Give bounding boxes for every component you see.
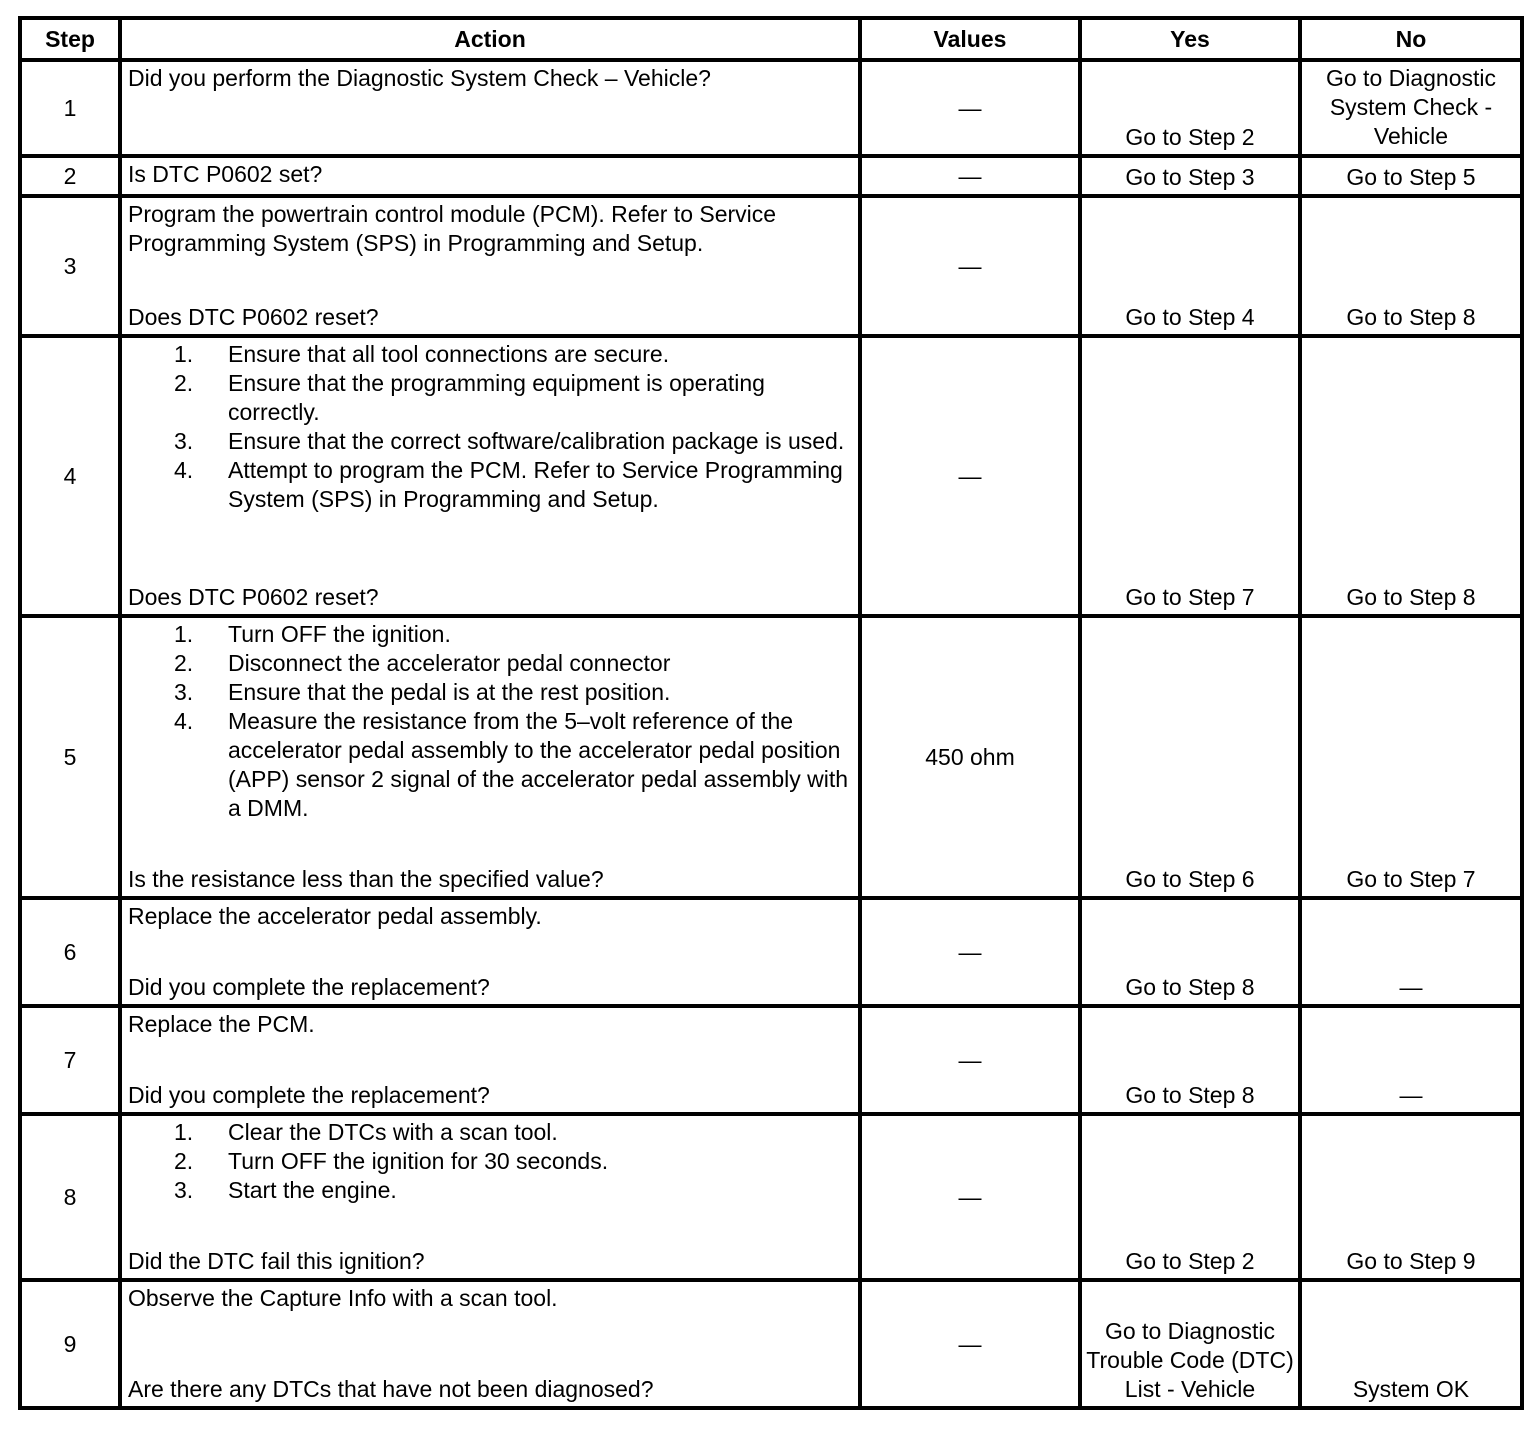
list-item-number: 2. [174,1148,194,1174]
value-cell: — [860,1114,1080,1280]
action-text: Replace the accelerator pedal assembly. [128,903,542,929]
value-cell: — [860,1280,1080,1408]
list-item-text: Ensure that the programming equipment is operating correctly. [228,370,765,425]
diagnostic-table [18,16,1524,1410]
table-row [20,1006,1522,1114]
action-text: Observe the Capture Info with a scan tool. [128,1285,558,1311]
list-item-text: Ensure that the correct software/calibration package is used. [228,428,845,454]
table-row [20,156,1522,196]
action-text: Program the powertrain control module (PCM). Refer to Service Programming System (SPS) in Programming and Setup. [128,201,777,256]
table-row [20,1280,1522,1408]
action-cell [120,336,860,616]
list-item-number: 1. [174,341,194,367]
no-cell: Go to Step 5 [1300,156,1522,196]
list-item-number: 4. [174,457,194,483]
action-steps-list [128,620,852,823]
step-number: 7 [20,1006,120,1114]
action-question: Did you complete the replacement? [128,974,490,1000]
list-item-number: 3. [174,1177,194,1203]
no-cell: Go to Step 7 [1300,616,1522,898]
yes-cell: Go to Step 2 [1080,60,1300,156]
value-cell: — [860,156,1080,196]
table-row [20,616,1522,898]
yes-cell: Go to Step 8 [1080,1006,1300,1114]
list-item-number: 3. [174,679,194,705]
step-number: 8 [20,1114,120,1280]
table-row [20,60,1522,156]
header-action: Action [120,18,860,60]
value-cell: 450 ohm [860,616,1080,898]
list-item [128,427,852,456]
value-cell: — [860,1006,1080,1114]
action-question: Are there any DTCs that have not been diagnosed? [128,1376,654,1402]
list-item-number: 1. [174,621,194,647]
yes-cell: Go to Step 6 [1080,616,1300,898]
step-number: 4 [20,336,120,616]
action-question: Did you complete the replacement? [128,1082,490,1108]
value-cell: — [860,60,1080,156]
value-cell: — [860,196,1080,336]
table-row [20,336,1522,616]
list-item-number: 2. [174,370,194,396]
step-number: 5 [20,616,120,898]
yes-cell: Go to Step 8 [1080,898,1300,1006]
list-item [128,1176,852,1205]
action-steps-list [128,340,852,514]
list-item-text: Turn OFF the ignition. [228,621,451,647]
no-cell: System OK [1300,1280,1522,1408]
no-cell: — [1300,898,1522,1006]
list-item-text: Ensure that the pedal is at the rest position. [228,679,671,705]
action-cell [120,1006,860,1114]
action-cell [120,898,860,1006]
list-item [128,678,852,707]
step-number: 9 [20,1280,120,1408]
table-row [20,1114,1522,1280]
header-no: No [1300,18,1522,60]
action-cell [120,196,860,336]
header-values: Values [860,18,1080,60]
list-item-text: Measure the resistance from the 5–volt reference of the accelerator pedal assembly to the accelerator pedal position (APP) sensor 2 signal of the accelerator pedal assembly with a DMM. [228,708,849,821]
no-cell: — [1300,1006,1522,1114]
action-text: Did you perform the Diagnostic System Check – Vehicle? [128,65,711,91]
value-cell: — [860,898,1080,1006]
no-cell: Go to Step 8 [1300,196,1522,336]
action-cell [120,1280,860,1408]
yes-cell: Go to Step 7 [1080,336,1300,616]
table-row [20,196,1522,336]
list-item [128,620,852,649]
list-item-text: Ensure that all tool connections are secure. [228,341,670,367]
step-number: 2 [20,156,120,196]
list-item [128,456,852,514]
action-cell [120,616,860,898]
header-row [20,18,1522,60]
header-step: Step [20,18,120,60]
action-cell [120,1114,860,1280]
list-item-number: 1. [174,1119,194,1145]
yes-cell: Go to Step 4 [1080,196,1300,336]
list-item-number: 2. [174,650,194,676]
step-number: 6 [20,898,120,1006]
action-text: Replace the PCM. [128,1011,315,1037]
yes-cell: Go to Diagnostic Trouble Code (DTC) List - Vehicle [1080,1280,1300,1408]
no-cell: Go to Step 8 [1300,336,1522,616]
action-cell [120,60,860,156]
action-steps-list [128,1118,852,1205]
list-item-text: Clear the DTCs with a scan tool. [228,1119,558,1145]
no-cell: Go to Diagnostic System Check - Vehicle [1300,60,1522,156]
list-item-text: Disconnect the accelerator pedal connector [228,650,671,676]
action-question: Does DTC P0602 reset? [128,584,379,610]
list-item-number: 3. [174,428,194,454]
no-cell: Go to Step 9 [1300,1114,1522,1280]
list-item [128,1147,852,1176]
header-yes: Yes [1080,18,1300,60]
step-number: 1 [20,60,120,156]
list-item-number: 4. [174,708,194,734]
list-item [128,707,852,823]
action-text: Is DTC P0602 set? [128,161,323,187]
list-item-text: Turn OFF the ignition for 30 seconds. [228,1148,609,1174]
value-cell: — [860,336,1080,616]
action-question: Does DTC P0602 reset? [128,304,379,330]
action-question: Is the resistance less than the specified value? [128,866,604,892]
list-item [128,369,852,427]
list-item-text: Attempt to program the PCM. Refer to Service Programming System (SPS) in Programming and Setup. [228,457,843,512]
list-item [128,340,852,369]
action-question: Did the DTC fail this ignition? [128,1248,425,1274]
yes-cell: Go to Step 3 [1080,156,1300,196]
yes-cell: Go to Step 2 [1080,1114,1300,1280]
list-item [128,1118,852,1147]
action-cell [120,156,860,196]
list-item-text: Start the engine. [228,1177,397,1203]
list-item [128,649,852,678]
table-row [20,898,1522,1006]
step-number: 3 [20,196,120,336]
